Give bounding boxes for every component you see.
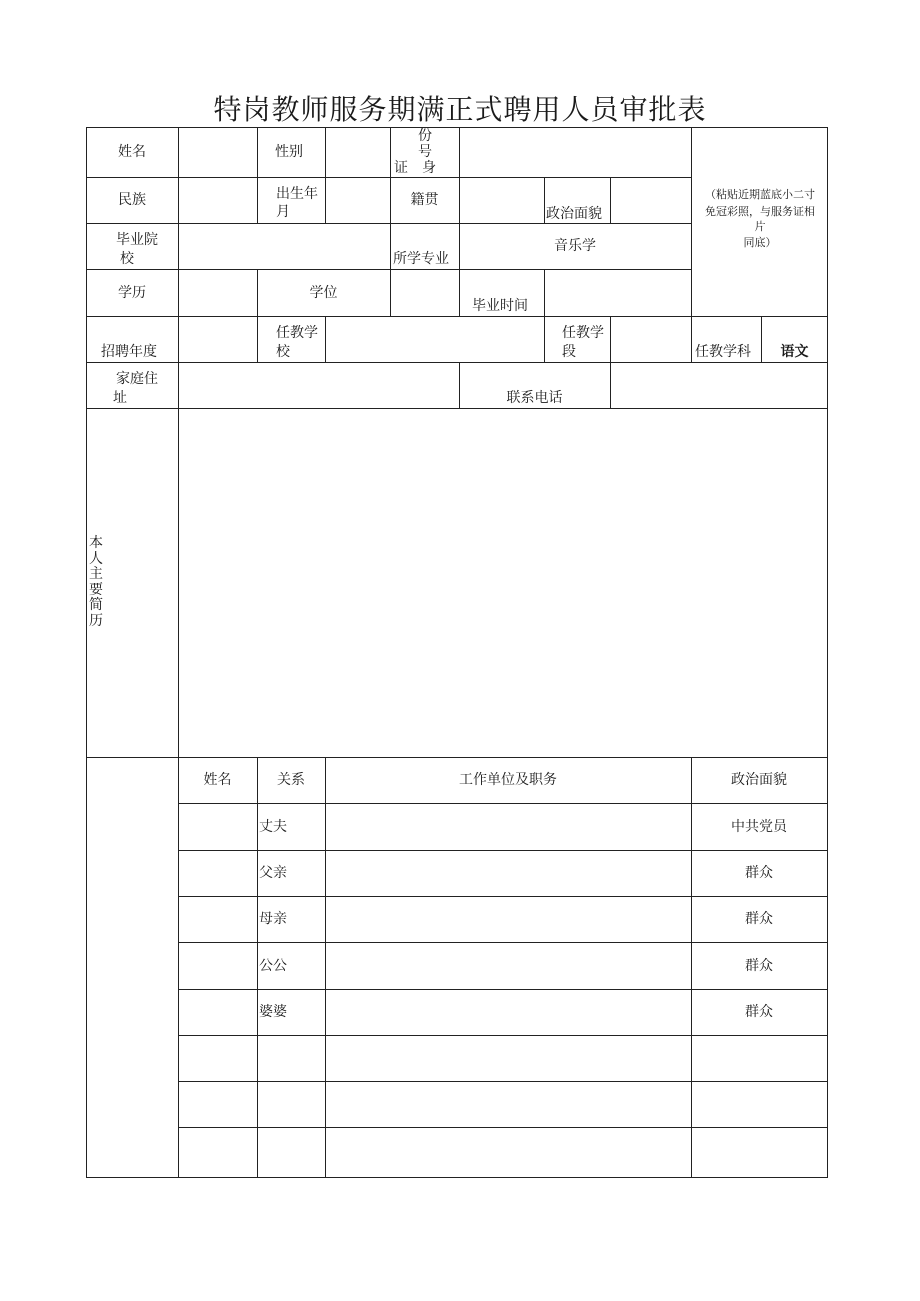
family-row-line xyxy=(178,1035,828,1036)
label-id-line2: 号 xyxy=(418,144,432,160)
family-header-relation: 关系 xyxy=(277,772,305,788)
label-birth-line2: 月 xyxy=(276,204,290,220)
label-resume: 本人主要简历 xyxy=(89,535,103,629)
id-number-field[interactable] xyxy=(460,128,691,177)
name-field[interactable] xyxy=(179,128,257,177)
family-header-political: 政治面貌 xyxy=(731,772,787,788)
family-political: 中共党员 xyxy=(731,819,787,835)
family-relation: 公公 xyxy=(259,958,287,974)
photo-note-line4: 同底） xyxy=(743,236,777,249)
ethnicity-field[interactable] xyxy=(179,178,257,223)
label-native-place: 籍贯 xyxy=(410,192,439,208)
photo-note-line1: （粘贴近期蓝底小二寸 xyxy=(705,188,815,201)
family-header-work: 工作单位及职务 xyxy=(459,772,557,788)
family-row-line xyxy=(178,1081,828,1082)
label-address-line1: 家庭住 xyxy=(116,371,158,387)
label-birth-line1: 出生年 xyxy=(276,186,318,202)
label-education: 学历 xyxy=(118,285,146,301)
label-id-line3: 证 身 xyxy=(394,160,436,176)
family-political: 群众 xyxy=(745,1004,773,1020)
photo-note-line3: 片 xyxy=(754,220,766,233)
family-relation: 母亲 xyxy=(259,911,287,927)
label-school-line2: 校 xyxy=(120,251,134,267)
label-address-line2: 址 xyxy=(113,390,127,406)
family-row-line xyxy=(178,989,828,990)
label-major: 所学专业 xyxy=(393,251,449,267)
family-political: 群众 xyxy=(745,865,773,881)
address-field[interactable] xyxy=(179,363,459,408)
label-recruit-year: 招聘年度 xyxy=(101,344,157,360)
family-row-line xyxy=(178,942,828,943)
col-line xyxy=(257,127,258,224)
label-political-status: 政治面貌 xyxy=(546,206,602,222)
form-border-bottom xyxy=(86,1177,828,1178)
political-status-field[interactable] xyxy=(611,178,691,223)
col-line xyxy=(257,269,258,363)
label-grad-time: 毕业时间 xyxy=(472,298,528,314)
grad-time-field[interactable] xyxy=(545,270,691,316)
col-line xyxy=(257,757,258,1178)
photo-note-line2: 免冠彩照，与服务证相 xyxy=(705,205,815,218)
family-political: 群众 xyxy=(745,911,773,927)
form-border-right xyxy=(827,127,828,1178)
birth-field[interactable] xyxy=(326,178,390,223)
label-teach-stage-line2: 段 xyxy=(562,344,576,360)
label-ethnicity: 民族 xyxy=(118,192,146,208)
family-row-line xyxy=(178,803,828,804)
row-line xyxy=(86,757,828,758)
resume-field[interactable] xyxy=(179,409,827,757)
subject-value[interactable]: 语文 xyxy=(780,344,809,360)
family-relation: 父亲 xyxy=(259,865,287,881)
label-teach-school-line1: 任教学 xyxy=(276,325,318,341)
photo-area[interactable] xyxy=(692,186,828,251)
family-political: 群众 xyxy=(745,958,773,974)
native-place-field[interactable] xyxy=(460,178,544,223)
family-row-line xyxy=(178,850,828,851)
education-field[interactable] xyxy=(179,270,257,316)
form-title: 特岗教师服务期满正式聘用人员审批表 xyxy=(213,93,707,126)
family-relation: 婆婆 xyxy=(259,1004,287,1020)
label-teach-subject: 任教学科 xyxy=(695,344,751,360)
label-school-line1: 毕业院 xyxy=(116,232,158,248)
label-phone: 联系电话 xyxy=(506,390,563,406)
family-relation: 丈夫 xyxy=(259,819,287,835)
label-name: 姓名 xyxy=(118,144,146,160)
col-line xyxy=(544,177,545,224)
family-row-line xyxy=(178,896,828,897)
degree-field[interactable] xyxy=(391,270,459,316)
label-teach-school-line2: 校 xyxy=(276,344,290,360)
teach-stage-field[interactable] xyxy=(611,317,691,362)
col-line xyxy=(325,757,326,1178)
teach-school-field[interactable] xyxy=(326,317,544,362)
recruit-year-field[interactable] xyxy=(179,317,257,362)
family-row-line xyxy=(178,1127,828,1128)
label-gender: 性别 xyxy=(275,144,303,160)
label-degree: 学位 xyxy=(309,285,338,301)
school-field[interactable] xyxy=(179,224,390,269)
major-value[interactable]: 音乐学 xyxy=(554,238,596,254)
label-id-line1: 份 xyxy=(418,128,432,144)
gender-field[interactable] xyxy=(326,128,390,177)
family-header-name: 姓名 xyxy=(203,772,232,788)
phone-field[interactable] xyxy=(611,363,827,408)
label-teach-stage-line1: 任教学 xyxy=(562,325,604,341)
